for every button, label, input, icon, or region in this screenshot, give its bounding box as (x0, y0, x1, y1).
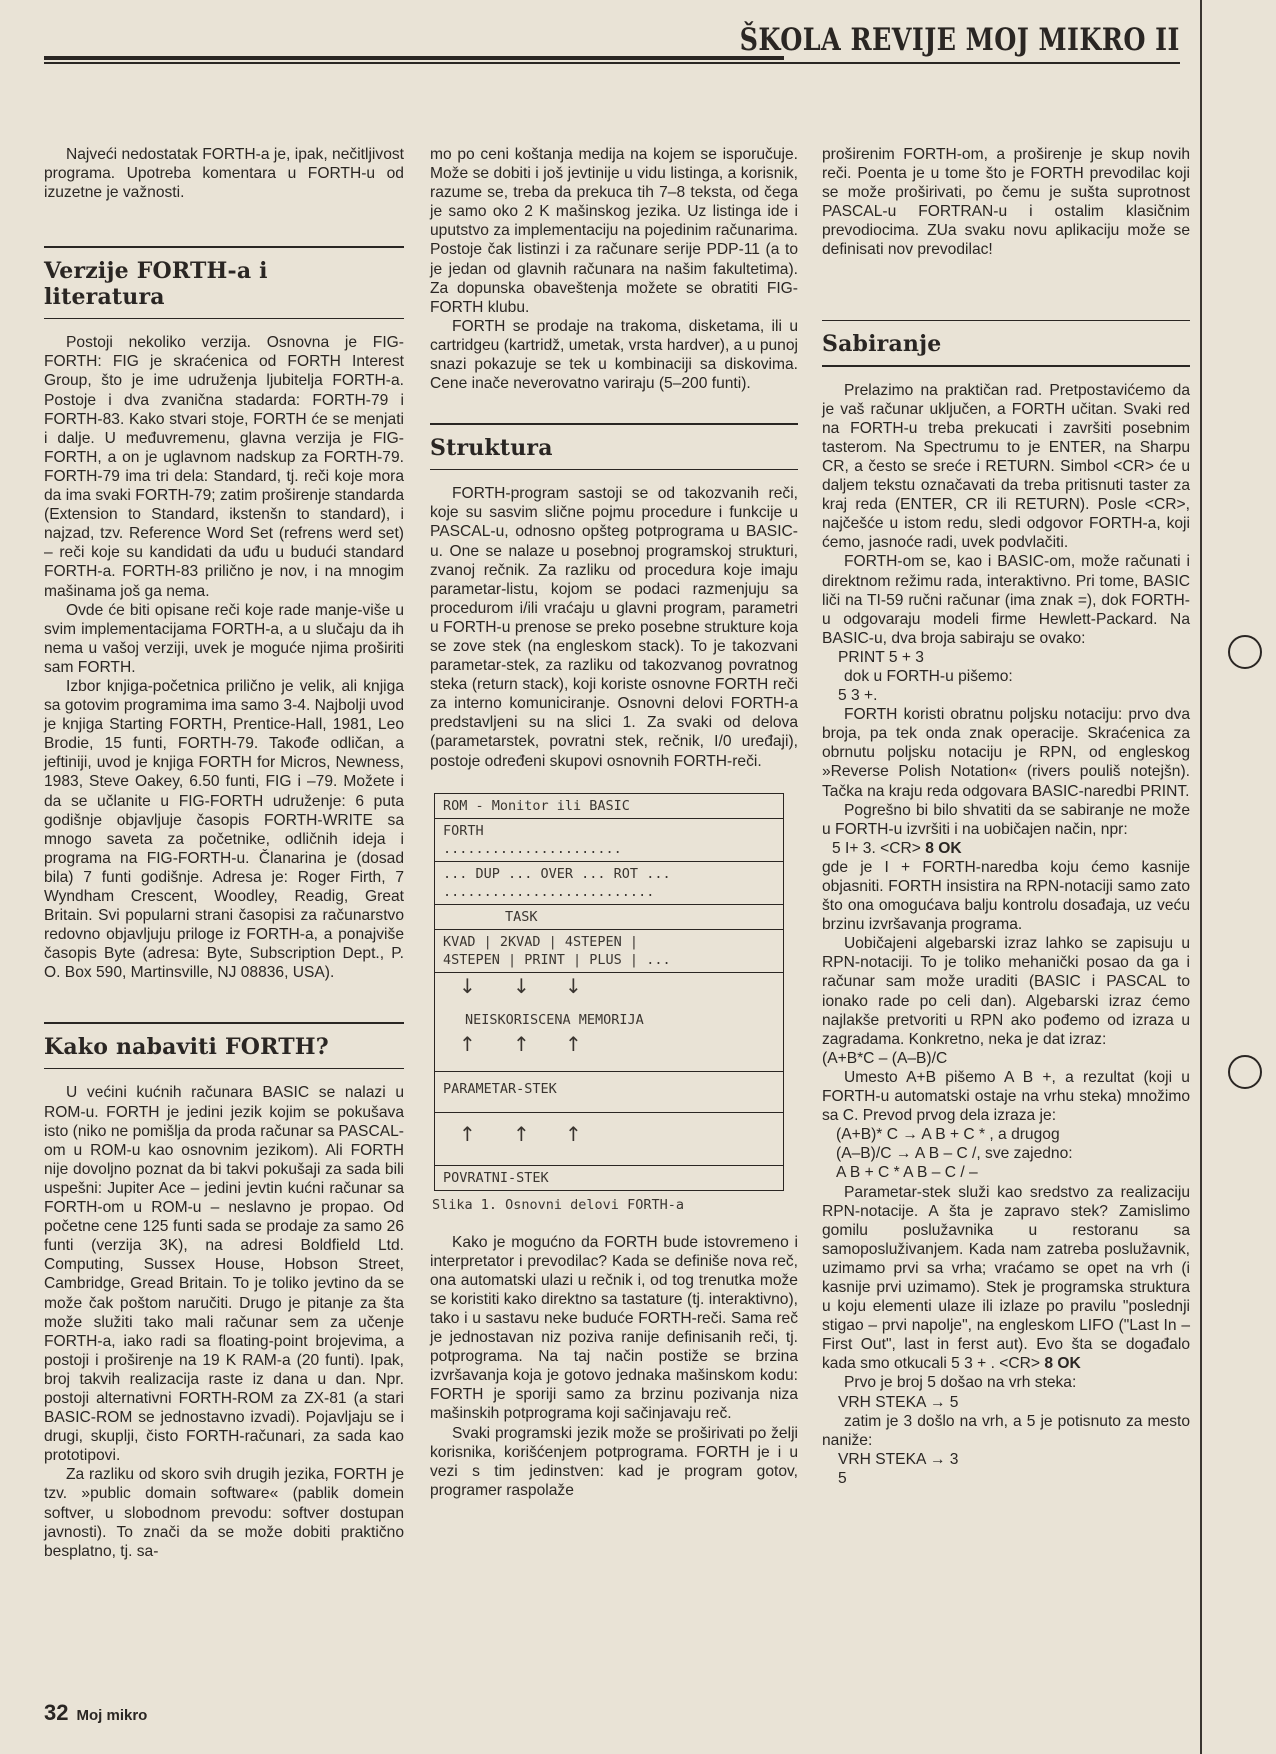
forth-response: 8 OK (1044, 1355, 1081, 1373)
fig-forth: FORTH (443, 822, 484, 839)
formula: (A+B*C – (A–B)/C (822, 1049, 948, 1067)
page-edge-line (1200, 0, 1202, 1754)
section-rule (44, 1022, 404, 1024)
header-rule-thin (44, 62, 1180, 64)
section-rule (430, 469, 798, 471)
paragraph: Ovde će biti opisane reči koje rade manje-više u svim implementacijama FORTH-a, a u slučaju da ih nema u vašoj verziji, uvek je moguće njima proširiti sam FORTH. (44, 601, 404, 676)
arrow-up-icon: ↑ (513, 1121, 530, 1146)
code-line: 5 3 +. (838, 687, 878, 705)
paragraph: Prvo je broj 5 došao na vrh steka: (844, 1374, 1077, 1392)
paragraph: proširenim FORTH-om, a proširenje je skup novih reči. Poenta je u tome što je FORTH prevodilac koji se može proširivati, po čemu je sušta suprotnost PASCAL-u FORTRAN-u i ostalim klasičnim prevodiocima. ZUa svaku novu aplikaciju može se definisati nov prevodilac! (822, 146, 1190, 259)
fig-unused-label: NEISKORISCENA MEMORIJA (465, 1011, 644, 1028)
arrow-up-icon: ↑ (513, 1031, 530, 1056)
section-title: Verzije FORTH-a i literatura (44, 257, 268, 310)
paragraph: Pogrešno bi bilo shvatiti da se sabiranje ne može u FORTH-u izvršiti i na uobičajen način, npr: (822, 801, 1190, 838)
magazine-name: Moj mikro (76, 1707, 148, 1724)
section-rule (822, 365, 1190, 367)
section-rule (44, 1068, 404, 1070)
paragraph: FORTH koristi obratnu poljsku notaciju: prvo dva broja, pa tek onda znak operacije. Skraćenica za obrnutu poljsku notaciju je RPN, od engleskog »Reverse Polish Notation« (rivers pouliš notejšn). Tačka na kraju reda odgovara BASIC-naredbi PRINT. (822, 706, 1190, 800)
column-right (822, 145, 1190, 1488)
paragraph: zatim je 3 došlo na vrh, a 5 je potisnuto za mesto naniže: (822, 1412, 1190, 1449)
punch-hole-icon (1228, 635, 1262, 669)
arrow-up-icon: ↑ (459, 1121, 476, 1146)
column-middle (430, 145, 798, 1500)
paragraph: Svaki programski jezik može se proširivati po želji korisnika, korišćenjem potprograma. FORTH je i u vezi s tim jedinstven: kad je program gotov, programer raspolaže (430, 1424, 798, 1499)
paragraph: Postoji nekoliko verzija. Osnovna je FIG-FORTH: FIG je skraćenica od FORTH Interest Group, što je ime udruženja ljubitelja FORTH-a. Postoje i dva zvanična stadarda: FORTH-79 i FORTH-83. Kako stvari stoje, FORTH će se menjati i dalje. U međuvremenu, glavna verzija je FIG-FORTH, a on je uglavnom nadskup za FORTH-79. FORTH-79 ima tri dela: Standard, tj. reči koje mora da ima svaki FORTH-79; zatim proširenje standarda (Extension to Standard, ikstenšn to standard), i najzad, tzv. Reference Word Set (refrens werd set) – reči koje su kandidati da uđu u budući standard FORTH-a. FORTH-83 prilično je nov, i na mnogim mašinama još ga nema. (44, 334, 404, 600)
paragraph: Za razliku od skoro svih drugih jezika, FORTH je tzv. »public domain software« (pablik domein softver, u slobodnom prevodu: softver dostupan javnosti). To znači da se može dobiti praktično besplatno, tj. sa- (44, 1466, 404, 1560)
column-left (44, 145, 404, 1561)
section-rule (822, 320, 1190, 322)
section-rule (44, 246, 404, 248)
header-rule-thick (44, 56, 784, 60)
fig-dots: ...................... (443, 840, 622, 857)
code-line (822, 839, 1190, 858)
section-addition (822, 320, 1190, 367)
fig-forth-block (435, 819, 783, 862)
figure-caption: Slika 1. Osnovni delovi FORTH-a (432, 1196, 684, 1213)
forth-memory-diagram (434, 793, 784, 1191)
paragraph: gde je I + FORTH-naredba koju ćemo kasnije objasniti. FORTH insistira na RPN-notaciji samo zato što ona omogućava balju kontrolu dosađaja, uz veću brzinu izvršavanja programa. (822, 858, 1190, 934)
paragraph: FORTH se prodaje na trakoma, disketama, ili u cartridgeu (kartridž, umetak, vrsta hardver), a u punoj snazi pokazuje se tek u kombinaciji sa diskovima. Cene inače neverovatno variraju (5–200 funti). (430, 317, 798, 393)
paragraph: mo po ceni koštanja medija na kojem se isporučuje. Može se dobiti i još jevtinije u vidu listinga, a korisnik, razume se, treba da prekuca tih 7–8 teksta, od čega je samo oko 2 K mašinskog jezika. Uz listinga ide i uputstvo za implementaciju na pojedinim računarima. Postoje čak listinzi i za računare serije PDP-11 (a to je jedan od glavnih računara na našim fakultetima). Za dopunska obaveštenja možete se obratiti FIG-FORTH klubu. (430, 146, 798, 316)
fig-param-stack: PARAMETAR-STEK (435, 1072, 783, 1113)
paragraph: Izbor knjiga-početnica prilično je velik, ali knjiga sa gotovim programima ima samo 3-4. Najbolji uvod je knjiga Starting FORTH, Prentice-Hall, 1981, Leo Brodie, 15 funti, FORTH-79. Takođe odličan, a jeftiniji, uvod je knjiga FORTH for Micros, Newness, 1983, Steve Oakey, 6.50 funti, FIG i –79. Možete i da se učlanite u FIG-FORTH udruženje: 6 puta godišnje objavljuje časopis FORTH-WRITE sa mnogo saveta za početnike, odličnih ideja i programa na FIG-FORTH-u. Članarina je (dosad bila) 7 funti godišnje. Adresa je: Roger Firth, 7 Wyndham Crescent, Woodley, Readig, Great Britain. Svi popularni strani časopisi za računarstvo redovno objavljuju priloge iz FORTH-a, a ponajviše časopis Byte (adresa: Byte, Subscription Dept., P. O. Box 590, Martinsville, NJ 08836, USA). (44, 677, 404, 982)
arrow-up-icon: ↑ (459, 1031, 476, 1056)
section-title: Kako nabaviti FORTH? (44, 1033, 329, 1060)
formula: (A+B)* C → A B + C * , a drugog (836, 1126, 1060, 1144)
paragraph: Prelazimo na praktičan rad. Pretpostavićemo da je vaš računar uključen, a FORTH učitan. Svaki red na FORTH-u treba prekucati i završiti posebnim tasterom. Na Spectrumu to je ENTER, na Sharpu CR, a često se sreće i RETURN. Simbol <CR> će u daljem tekstu označavati da treba pritisnuti taster za kraj reda (ENTER, CR ili RETURN). Posle <CR>, najčešće u istom redu, sledi odgovor FORTH-a, koji ćemo, jasnoće radi, uvek podvlačiti. (822, 381, 1190, 552)
paragraph: FORTH-om se, kao i BASIC-om, može računati i direktnom režimu rada, interaktivno. Pri tome, BASIC liči na TI-59 ručni računar (ima znak =), dok FORTH-u odgovaraju modeli firme Hewlett-Packard. Na BASIC-u, dva broja sabiraju se ovako: (822, 553, 1190, 647)
fig-rom: ROM - Monitor ili BASIC (435, 794, 783, 819)
section-rule (430, 423, 798, 425)
formula: A B + C * A B – C / – (836, 1164, 978, 1182)
punch-hole-icon (1228, 1055, 1262, 1089)
fig-dict-line: KVAD | 2KVAD | 4STEPEN | (443, 933, 639, 950)
arrow-up-icon: ↑ (565, 1031, 582, 1056)
fig-task: TASK (435, 905, 783, 930)
code-line: PRINT 5 + 3 (838, 648, 924, 666)
arrow-down-icon: ↓ (459, 973, 476, 998)
fig-dictionary (435, 930, 783, 973)
arrow-down-icon: ↓ (565, 973, 582, 998)
code-input: 5 I+ 3. <CR> (832, 839, 921, 857)
paragraph (822, 1183, 1190, 1374)
paragraph: U većini kućnih računara BASIC se nalazi u ROM-u. FORTH je jedini jezik kojim se pokušava isto (niko ne pomišlja da proda računar sa PASCAL-om u ROM-u kao osnovnim jezikom). Ali FORTH nije dovoljno poznat da bi takvi pokušaji za sada bili uspešni: Jupiter Ace – jedini jevtin kućni računar sa FORTH-om u ROM-u – neslavno je propao. Od početne cene 125 funti sada se prodaje za samo 26 funti (verzija 3K), na adresi Boldfield Ltd. Computing, Sussex House, Hobson Street, Cambridge, Gread Britain. To je toliko jevtino da se može čak poštom naručiti. Drugo je pitanje za šta može služiti tako mali računar sem za učenje FORTH-a, iako radi sa floating-point brojevima, a postoji i proširenje na 19 K RAM-a (20 funti). Ipak, broj takvih realizacija raste iz dana u dan. Npr. postoji alternativni FORTH-ROM za ZX-81 (a stari BASIC-ROM se jednostavno izvadi). Pojavljaju se i drugi, skuplji, čisto FORTH-računari, za sada kao prototipovi. (44, 1084, 404, 1465)
page-footer (44, 1700, 147, 1726)
arrow-up-icon: ↑ (565, 1121, 582, 1146)
fig-words: ... DUP ... OVER ... ROT ... (443, 865, 671, 882)
paragraph: dok u FORTH-u pišemo: (844, 667, 1013, 685)
section-versions (44, 246, 404, 319)
fig-dict-line: 4STEPEN | PRINT | PLUS | ... (443, 951, 671, 968)
fig-words-block (435, 862, 783, 905)
section-rule (44, 318, 404, 320)
fig-stack-arrows (435, 1113, 783, 1166)
code-line: VRH STEKA → 5 (838, 1393, 959, 1411)
code-line: 5 (838, 1469, 847, 1487)
running-header: ŠKOLA REVIJE MOJ MIKRO II (739, 22, 1180, 58)
code-line: VRH STEKA → 3 (838, 1450, 959, 1468)
section-obtain (44, 1022, 404, 1069)
paragraph-text: Parametar-stek služi kao sredstvo za realizaciju RPN-notacije. A šta je zapravo stek? Zamislimo gomilu poslužavnika u restoranu sa samoposluživanjem. Kada nam zatreba poslužavnik, uzimamo prvi sa vrha; vraćamo se opet na vrh (i kasnije prvi uzimamo). Stek je programska struktura u koju elementi ulaze ili izlaze po pravilu "poslednji stigao – prvi napolje", na engleskom LIFO ("Last In – First Out", last in ferst aut). Evo šta se događalo kada smo otkucali 5 3 + . <CR> (822, 1183, 1190, 1373)
formula: (A–B)/C → A B – C /, sve zajedno: (836, 1145, 1073, 1163)
section-title: Struktura (430, 434, 553, 461)
fig-dots: .......................... (443, 883, 655, 900)
page-number: 32 (44, 1700, 69, 1725)
forth-response: 8 OK (925, 839, 962, 857)
intro-paragraph: Najveći nedostatak FORTH-a je, ipak, nečitljivost programa. Upotreba komentara u FORTH-u od izuzetne je važnosti. (44, 146, 404, 202)
section-title: Sabiranje (822, 331, 942, 358)
paragraph: FORTH-program sastoji se od takozvanih reči, koje su sasvim slične pojmu procedure i funkcije u PASCAL-u, odnosno opšteg potprograma u BASIC-u. One se nalaze u posebnoj programskoj strukturi, zvanoj rečnik. Za razliku od procedura koje imaju parametar-listu, kojom se podaci razmenjuju sa procedurom i/ili vraćaju u glavni program, parametri u FORTH-u prenose se preko posebne strukture koja se zove stek (na engleskom stack). To je takozvani parametar-stek, za razliku od takozvanog povratnog steka (return stack), koji koriste osnovne FORTH reči za interno komuniciranje. Osnovni delovi FORTH-a predstavljeni su na slici 1. Za svaki od delova (parametarstek, povratni stek, rečnik, I/0 uređaji), postoje određeni skupovi osnovnih FORTH-reči. (430, 485, 798, 770)
paragraph: Umesto A+B pišemo A B +, a rezultat (koji u FORTH-u automatski ostaje na vrhu steka) množimo sa C. Prevod prvog dela izraza je: (822, 1068, 1190, 1125)
section-structure (430, 423, 798, 470)
paragraph: Uobičajeni algebarski izraz lahko se zapisuju u RPN-notaciji. To je toliko mehanički posao da ga i računar sam može uraditi (BASIC i PASCAL to ionako rade po celi dan). Algebarski izraz ćemo najlakše pretvoriti u RPN ako pođemo od izraza u zagradama. Konkretno, neka je dat izraz: (822, 935, 1190, 1048)
arrow-down-icon: ↓ (513, 973, 530, 998)
fig-unused-memory (435, 973, 783, 1072)
fig-return-stack: POVRATNI-STEK (443, 1169, 549, 1186)
paragraph: Kako je mogućno da FORTH bude istovremeno i interpretator i prevodilac? Kada se definiše nova reč, ona automatski ulazi u rečnik i, od tog trenutka može se koristiti kako direktno sa tastature (tj. interaktivno), tako i u sastavu neke buduće FORTH-reči. Sama reč je jednostavan niz poziva ranije definisanih reči, tj. potprograma. Na taj način postiže se brzina izvršavanja koja je gotovo jednaka mašinskom kodu: FORTH je sporiji samo za brzinu pozivanja niza mašinskih potprograma koji sačinjavaju reč. (430, 1233, 798, 1423)
